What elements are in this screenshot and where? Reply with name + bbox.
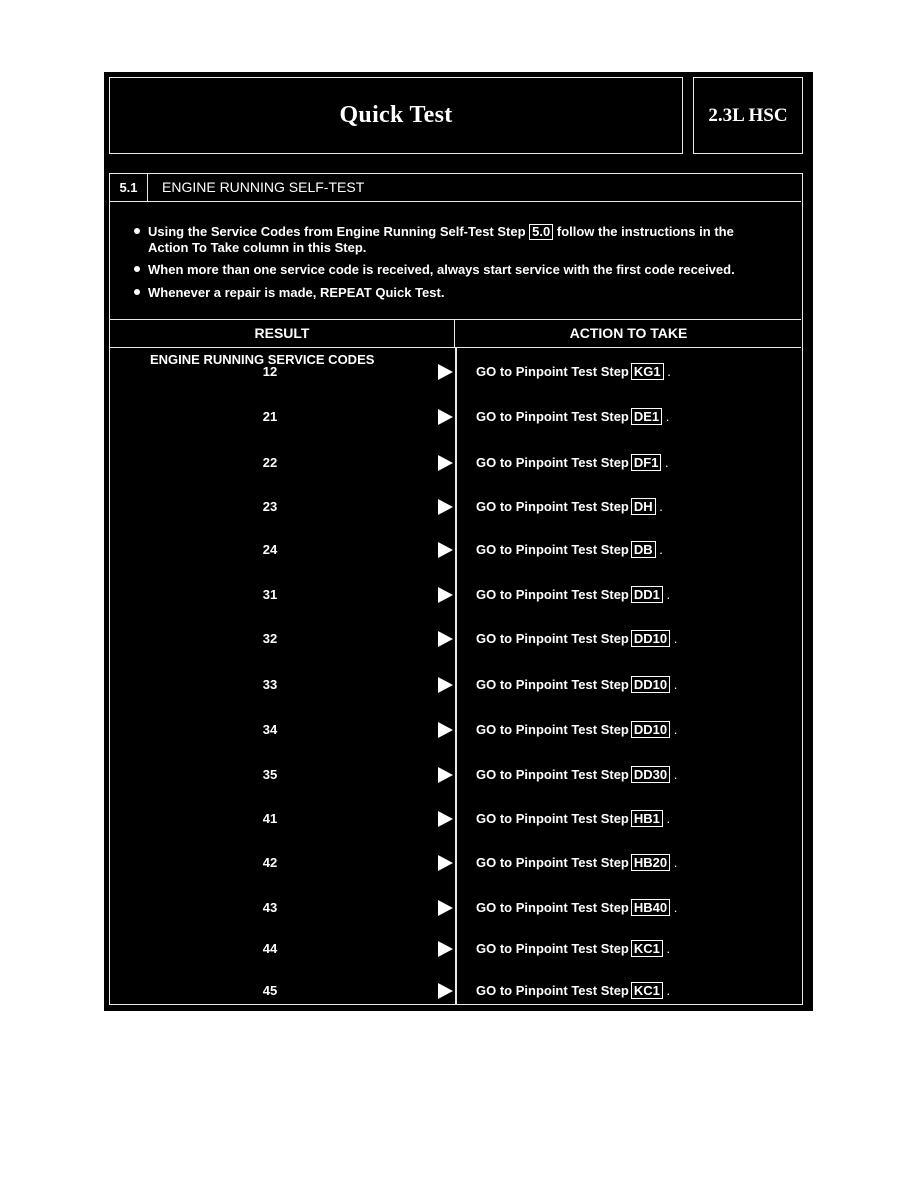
pinpoint-step-ref: KC1: [631, 940, 663, 957]
action-to-take: [476, 853, 677, 873]
period: .: [670, 631, 678, 646]
action-text: GO to Pinpoint Test Step: [476, 767, 629, 782]
service-code: 45: [262, 983, 278, 998]
service-code: 32: [262, 631, 278, 646]
pinpoint-step-ref: DD30: [631, 766, 670, 783]
arrow-right-icon: [438, 542, 453, 558]
action-to-take: [476, 675, 677, 695]
service-code: 21: [262, 409, 278, 424]
action-text: GO to Pinpoint Test Step: [476, 409, 629, 424]
table-row: [110, 407, 801, 427]
service-code: 31: [262, 587, 278, 602]
period: .: [663, 364, 671, 379]
arrow-right-icon: [438, 811, 453, 827]
arrow-right-icon: [438, 409, 453, 425]
table-row: [110, 765, 801, 785]
table-row: [110, 453, 801, 473]
arrow-right-icon: [438, 455, 453, 471]
action-text: GO to Pinpoint Test Step: [476, 855, 629, 870]
pinpoint-step-ref: DD1: [631, 586, 663, 603]
period: .: [655, 542, 663, 557]
action-text: GO to Pinpoint Test Step: [476, 364, 629, 379]
pinpoint-step-ref: HB20: [631, 854, 670, 871]
table-row: [110, 629, 801, 649]
period: .: [662, 409, 670, 424]
action-to-take: [476, 720, 677, 740]
action-text: GO to Pinpoint Test Step: [476, 811, 629, 826]
arrow-right-icon: [438, 855, 453, 871]
pinpoint-step-ref: DD10: [631, 630, 670, 647]
pinpoint-step-ref: DD10: [631, 721, 670, 738]
action-text: GO to Pinpoint Test Step: [476, 677, 629, 692]
arrow-right-icon: [438, 941, 453, 957]
action-header: ACTION TO TAKE: [569, 325, 688, 341]
period: .: [662, 587, 671, 602]
table-row: [110, 809, 801, 829]
service-code: 44: [262, 941, 278, 956]
pinpoint-step-ref: HB1: [631, 810, 663, 827]
action-to-take: [476, 898, 677, 918]
action-to-take: [476, 585, 670, 605]
table-row: [110, 362, 801, 382]
action-to-take: [476, 407, 669, 427]
instruction-2: When more than one service code is received, always start service with the first code received.: [134, 262, 735, 277]
instruction-3: Whenever a repair is made, REPEAT Quick Test.: [134, 285, 444, 300]
service-code: 23: [262, 499, 278, 514]
action-text: GO to Pinpoint Test Step: [476, 983, 629, 998]
action-to-take: [476, 540, 663, 560]
title-box: [109, 77, 683, 154]
action-to-take: [476, 362, 671, 382]
period: .: [662, 983, 671, 998]
action-to-take: [476, 765, 677, 785]
service-code: 34: [262, 722, 278, 737]
step-ref-box: 5.0: [529, 224, 553, 240]
action-to-take: [476, 809, 670, 829]
action-text: GO to Pinpoint Test Step: [476, 900, 629, 915]
action-to-take: [476, 497, 663, 517]
test-table: [109, 173, 803, 1005]
engine-box: [693, 77, 803, 154]
table-row: [110, 585, 801, 605]
pinpoint-step-ref: DE1: [631, 408, 662, 425]
action-text: GO to Pinpoint Test Step: [476, 499, 629, 514]
action-to-take: [476, 939, 670, 959]
period: .: [670, 677, 678, 692]
arrow-right-icon: [438, 983, 453, 999]
pinpoint-step-ref: DF1: [631, 454, 662, 471]
service-code: 24: [262, 542, 278, 557]
period: .: [662, 811, 671, 826]
period: .: [662, 941, 671, 956]
arrow-right-icon: [438, 722, 453, 738]
code-rows: [110, 174, 801, 1004]
action-text: GO to Pinpoint Test Step: [476, 542, 629, 557]
page-title: Quick Test: [339, 102, 453, 128]
arrow-right-icon: [438, 767, 453, 783]
action-text: GO to Pinpoint Test Step: [476, 455, 629, 470]
pinpoint-step-ref: HB40: [631, 899, 670, 916]
period: .: [655, 499, 663, 514]
period: .: [670, 722, 678, 737]
period: .: [670, 900, 678, 915]
table-row: [110, 939, 801, 959]
table-row: [110, 540, 801, 560]
step-number: 5.1: [110, 174, 148, 201]
action-to-take: [476, 453, 669, 473]
table-row: [110, 675, 801, 695]
table-row: [110, 853, 801, 873]
action-text: GO to Pinpoint Test Step: [476, 722, 629, 737]
arrow-right-icon: [438, 499, 453, 515]
service-code: 35: [262, 767, 278, 782]
action-to-take: [476, 629, 677, 649]
period: .: [670, 767, 678, 782]
arrow-right-icon: [438, 900, 453, 916]
service-code: 12: [262, 364, 278, 379]
service-code: 33: [262, 677, 278, 692]
result-header: RESULT: [110, 320, 455, 347]
action-text: GO to Pinpoint Test Step: [476, 941, 629, 956]
service-code: 41: [262, 811, 278, 826]
service-codes-heading: ENGINE RUNNING SERVICE CODES: [150, 352, 375, 367]
arrow-right-icon: [438, 364, 453, 380]
period: .: [670, 855, 678, 870]
arrow-right-icon: [438, 677, 453, 693]
pinpoint-step-ref: KG1: [631, 363, 664, 380]
table-row: [110, 981, 801, 1001]
arrow-right-icon: [438, 631, 453, 647]
engine-label: 2.3L HSC: [708, 104, 788, 126]
service-code: 43: [262, 900, 278, 915]
table-row: [110, 720, 801, 740]
pinpoint-step-ref: DB: [631, 541, 656, 558]
period: .: [661, 455, 669, 470]
quick-test-sheet: [104, 72, 813, 1011]
table-row: [110, 497, 801, 517]
service-code: 22: [262, 455, 278, 470]
pinpoint-step-ref: DD10: [631, 676, 670, 693]
pinpoint-step-ref: DH: [631, 498, 656, 515]
instruction-1: Using the Service Codes from Engine Running Self-Test Step 5.0 follow the instructions in the Action To Take column in this Step.: [134, 224, 734, 255]
action-text: GO to Pinpoint Test Step: [476, 587, 629, 602]
pinpoint-step-ref: KC1: [631, 982, 663, 999]
action-text: GO to Pinpoint Test Step: [476, 631, 629, 646]
step-title: ENGINE RUNNING SELF-TEST: [162, 179, 365, 195]
service-code: 42: [262, 855, 278, 870]
action-to-take: [476, 981, 670, 1001]
table-row: [110, 898, 801, 918]
arrow-right-icon: [438, 587, 453, 603]
